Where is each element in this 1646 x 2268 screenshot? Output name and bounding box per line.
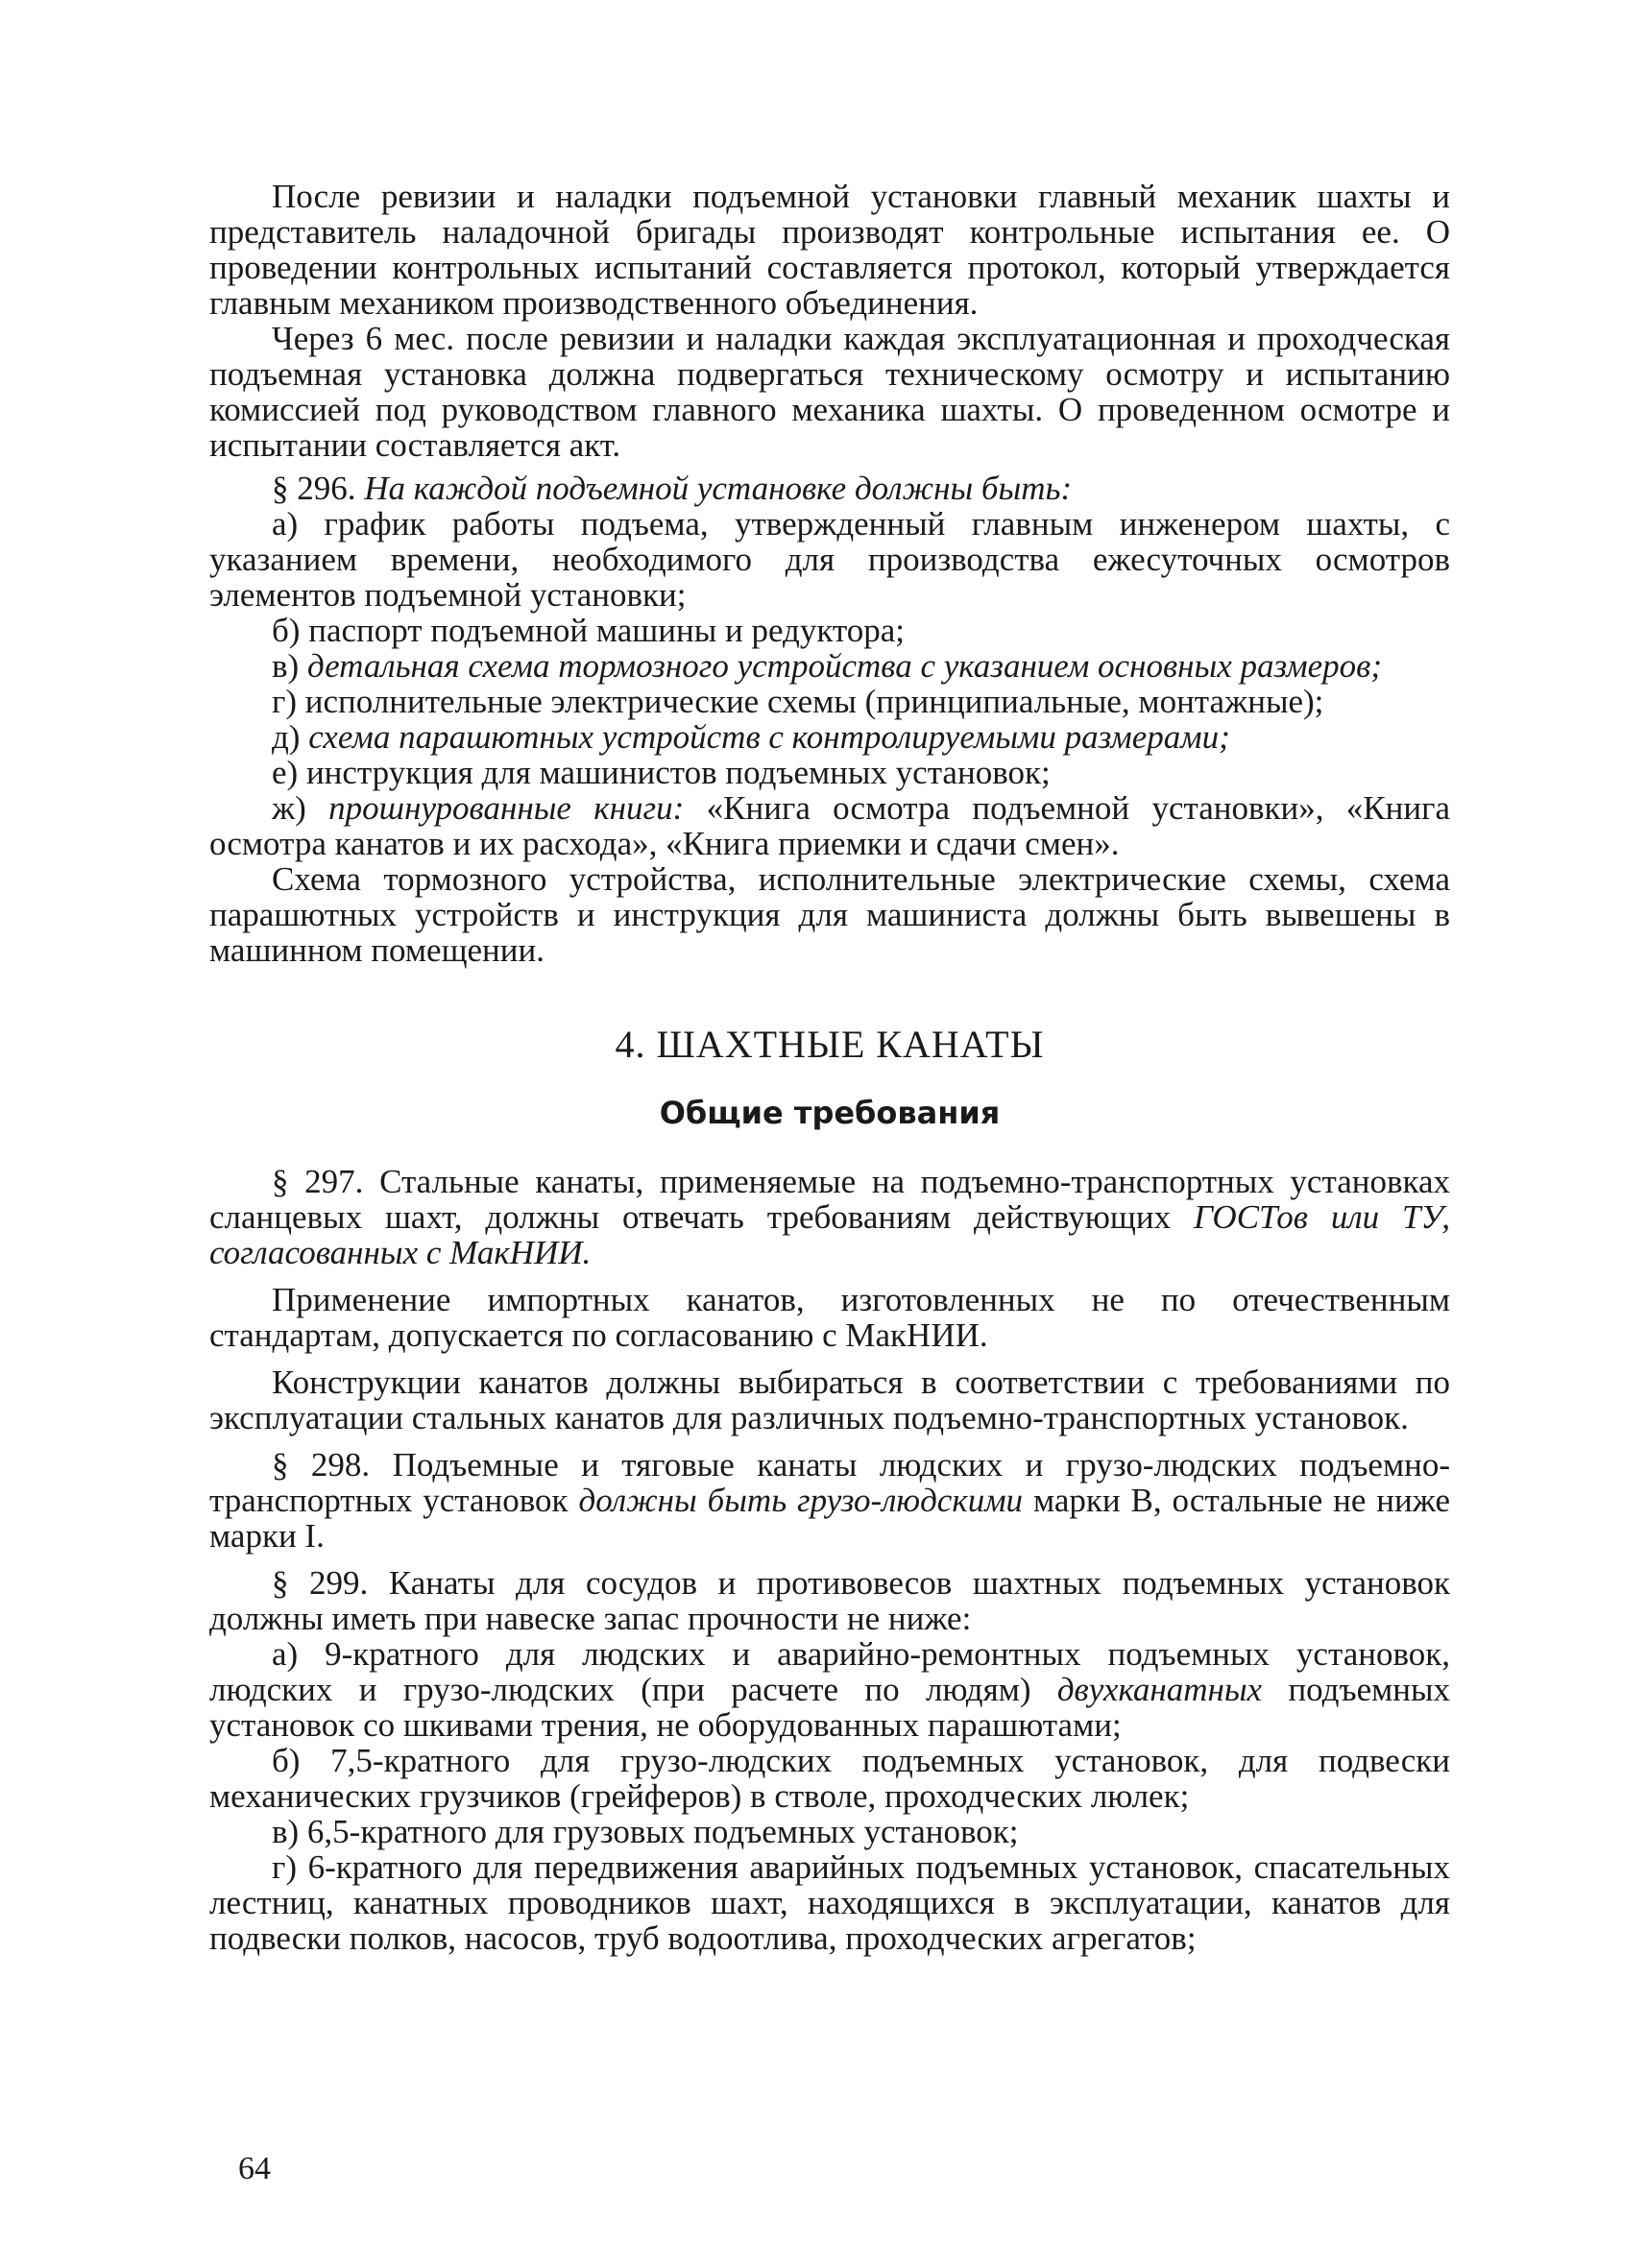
text-block-lower (209, 1164, 1450, 1956)
list-item: е) инструкция для машинистов подъемных установок; (272, 754, 1051, 791)
list-item: ж) прошнурованные книги: «Книга осмотра подъемной установки», «Книга осмотра канатов и их расхода», «Книга приемки и сдачи смен». (209, 789, 1450, 862)
paragraph-construction: Конструкции канатов должны выбираться в соответствии с требованиями по эксплуатации стальных канатов для различных подъемно-транспортных установок. (209, 1363, 1450, 1436)
section-299: § 299. Канаты для сосудов и противовесов шахтных подъемных установок должны иметь при навеске запас прочности не ниже: (209, 1564, 1450, 1637)
paragraph-inspection: Через 6 мес. после ревизии и наладки каждая эксплуатационная и проходческая подъемная установка должна подвергаться техническому осмотру и испытанию комиссией под руководством главного механика шахты. О проведенном осмотре и испытании составляется акт. (209, 320, 1450, 464)
section-296 (209, 470, 1450, 506)
list-item: б) паспорт подъемной машины и редуктора; (272, 612, 905, 649)
section-297: § 297. Стальные канаты, применяемые на подъемно-транспортных установках сланцевых шахт, должны отвечать требованиям действующих ГОСТов или ТУ, согласованных с МакНИИ. (209, 1163, 1450, 1271)
paragraph-import: Применение импортных канатов, изготовленных не по отечественным стандартам, допускается по согласованию с МакНИИ. (209, 1281, 1450, 1354)
list-item: г) 6-кратного для передвижения аварийных подъемных установок, спасательных лестниц, канатных проводников шахт, находящихся в эксплуатации, канатов для подвески полков, насосов, труб водоотлива, проходческих агрегатов; (209, 1848, 1450, 1957)
list-item: в) детальная схема тормозного устройства с указанием основных размеров; (272, 647, 1382, 685)
list-item: г) исполнительные электрические схемы (принципиальные, монтажные); (272, 683, 1324, 720)
section-title: На каждой подъемной установке должны быть: (364, 470, 1073, 507)
section-heading: Общие требования (659, 1095, 1001, 1131)
list-item: д) схема парашютных устройств с контролируемыми размерами; (272, 718, 1230, 756)
list-item: б) 7,5-кратного для грузо-людских подъемных установок, для подвески механических грузчиков (грейферов) в стволе, проходческих люлек; (209, 1742, 1450, 1815)
page-number: 64 (238, 2151, 271, 2186)
paragraph-schemes: Схема тормозного устройства, исполнительные электрические схемы, схема парашютных устройств и инструкция для машиниста должны быть вывешены в машинном помещении. (209, 860, 1450, 969)
chapter-title: 4. ШАХТНЫЕ КАНАТЫ (615, 1023, 1045, 1066)
section-number: § 296. (272, 470, 356, 507)
list-item: а) график работы подъема, утвержденный главным инженером шахты, с указанием времени, необходимого для производства ежесуточных осмотров элементов подъемной установки; (209, 505, 1450, 614)
paragraph-revision: После ревизии и наладки подъемной установки главный механик шахты и представитель наладочной бригады производят контрольные испытания ее. О проведении контрольных испытаний составляется протокол, который утверждается главным механиком производственного объединения. (209, 178, 1450, 322)
section-298: § 298. Подъемные и тяговые канаты людских и грузо-людских подъемно-транспортных установок должны быть грузо-людскими марки В, остальные не ниже марки I. (209, 1446, 1451, 1555)
text-block-upper (209, 179, 1450, 968)
list-item: в) 6,5-кратного для грузовых подъемных установок; (272, 1813, 1019, 1850)
list-item: а) 9-кратного для людских и аварийно-ремонтных подъемных установок, людских и грузо-людских (при расчете по людям) двухканатных подъемных установок со шкивами трения, не оборудованных парашютами; (209, 1635, 1450, 1744)
